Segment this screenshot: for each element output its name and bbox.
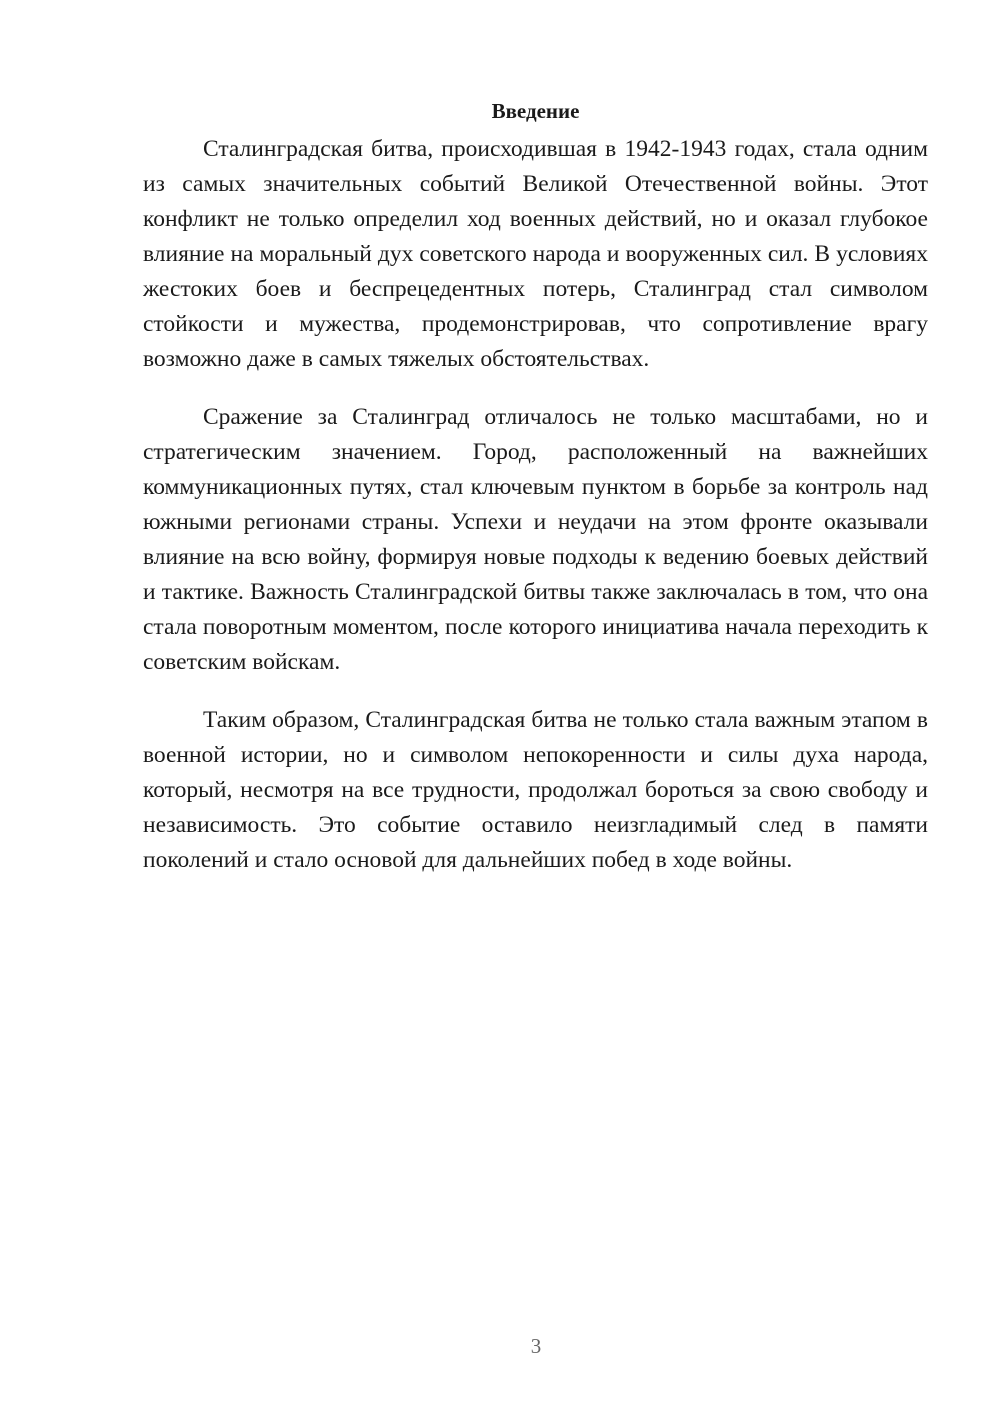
paragraph-3: Таким образом, Сталинградская битва не только стала важным этапом в военной истории, но и символом непокоренности и силы духа народа, который, несмотря на все трудности, продолжал бороться за свою свободу и независимость. Это событие оставило неизгладимый след в памяти поколений и стало основой для дальнейших побед в ходе войны. [143,707,928,873]
page-content [143,96,928,901]
paragraph-1: Сталинградская битва, происходившая в 1942-1943 годах, стала одним из самых значительных событий Великой Отечественной войны. Этот конфликт не только определил ход военных действий, но и оказал глубокое влияние на моральный дух советского народа и вооруженных сил. В условиях жестоких боев и беспрецедентных потерь, Сталинград стал символом стойкости и мужества, продемонстрировав, что сопротивление врагу возможно даже в самых тяжелых обстоятельствах. [143,136,928,372]
page-number: 3 [530,1334,542,1358]
section-heading: Введение [491,99,580,123]
paragraph-2: Сражение за Сталинград отличалось не только масштабами, но и стратегическим значением. Город, расположенный на важнейших коммуникационных путях, стал ключевым пунктом в борьбе за контроль над южными регионами страны. Успехи и неудачи на этом фронте оказывали влияние на всю войну, формируя новые подходы к ведению боевых действий и тактике. Важность Сталинградской битвы также заключалась в том, что она стала поворотным моментом, после которого инициатива начала переходить к советским войскам. [143,404,928,675]
